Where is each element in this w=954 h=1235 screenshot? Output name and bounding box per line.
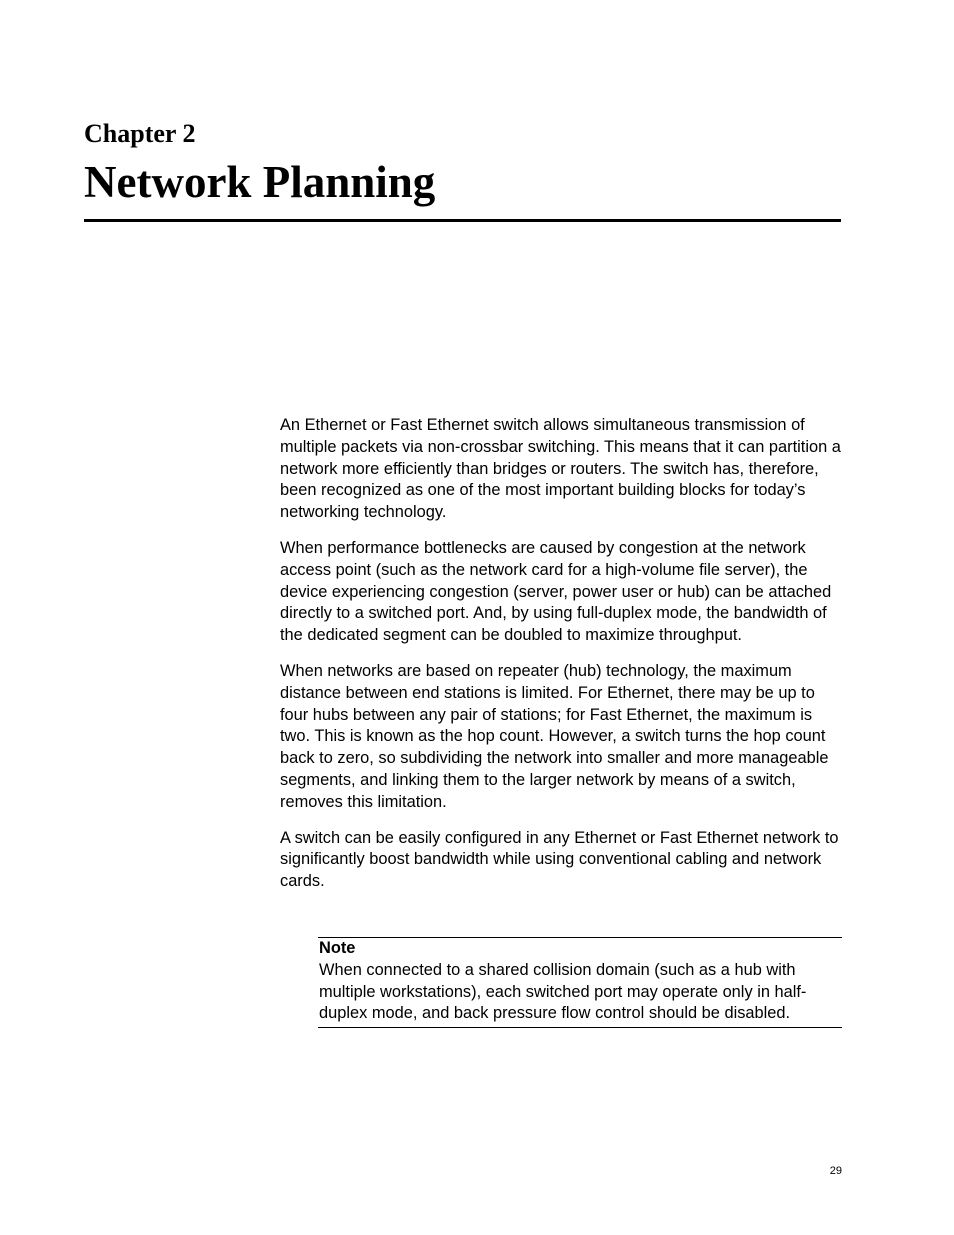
chapter-label: Chapter 2 xyxy=(84,119,196,148)
paragraph-4: A switch can be easily configured in any Ethernet or Fast Ethernet network to significantly boost bandwidth while using conventional cabling and network cards. xyxy=(280,828,839,891)
note-box xyxy=(318,937,842,1028)
note-text: When connected to a shared collision domain (such as a hub with multiple workstations), each switched port may operate only in half-duplex mode, and back pressure flow control should be disabled. xyxy=(319,960,807,1023)
paragraph-2: When performance bottlenecks are caused by congestion at the network access point (such as the network card for a high-volume file server), the device experiencing congestion (server, power user or hub) can be attached directly to a switched port. And, by using full-duplex mode, the bandwidth of the dedicated segment can be doubled to maximize throughput. xyxy=(280,538,832,645)
paragraph-1: An Ethernet or Fast Ethernet switch allows simultaneous transmission of multiple packets via non-crossbar switching. This means that it can partition a network more efficiently than bridges or routers. The switch has, therefore, been recognized as one of the most important building blocks for today’s networking technology. xyxy=(280,416,841,522)
body-text xyxy=(280,415,845,907)
paragraph-3: When networks are based on repeater (hub) technology, the maximum distance between end stations is limited. For Ethernet, there may be up to four hubs between any pair of stations; for Fast Ethernet, the maximum is two. This is known as the hop count. However, a switch turns the hop count back to zero, so subdividing the network into smaller and more manageable segments, and linking them to the larger network by means of a switch, removes this limitation. xyxy=(280,661,829,811)
page-title: Network Planning xyxy=(84,157,436,207)
title-rule xyxy=(84,219,841,222)
note-heading: Note xyxy=(319,939,356,957)
page-number: 29 xyxy=(829,1165,842,1177)
